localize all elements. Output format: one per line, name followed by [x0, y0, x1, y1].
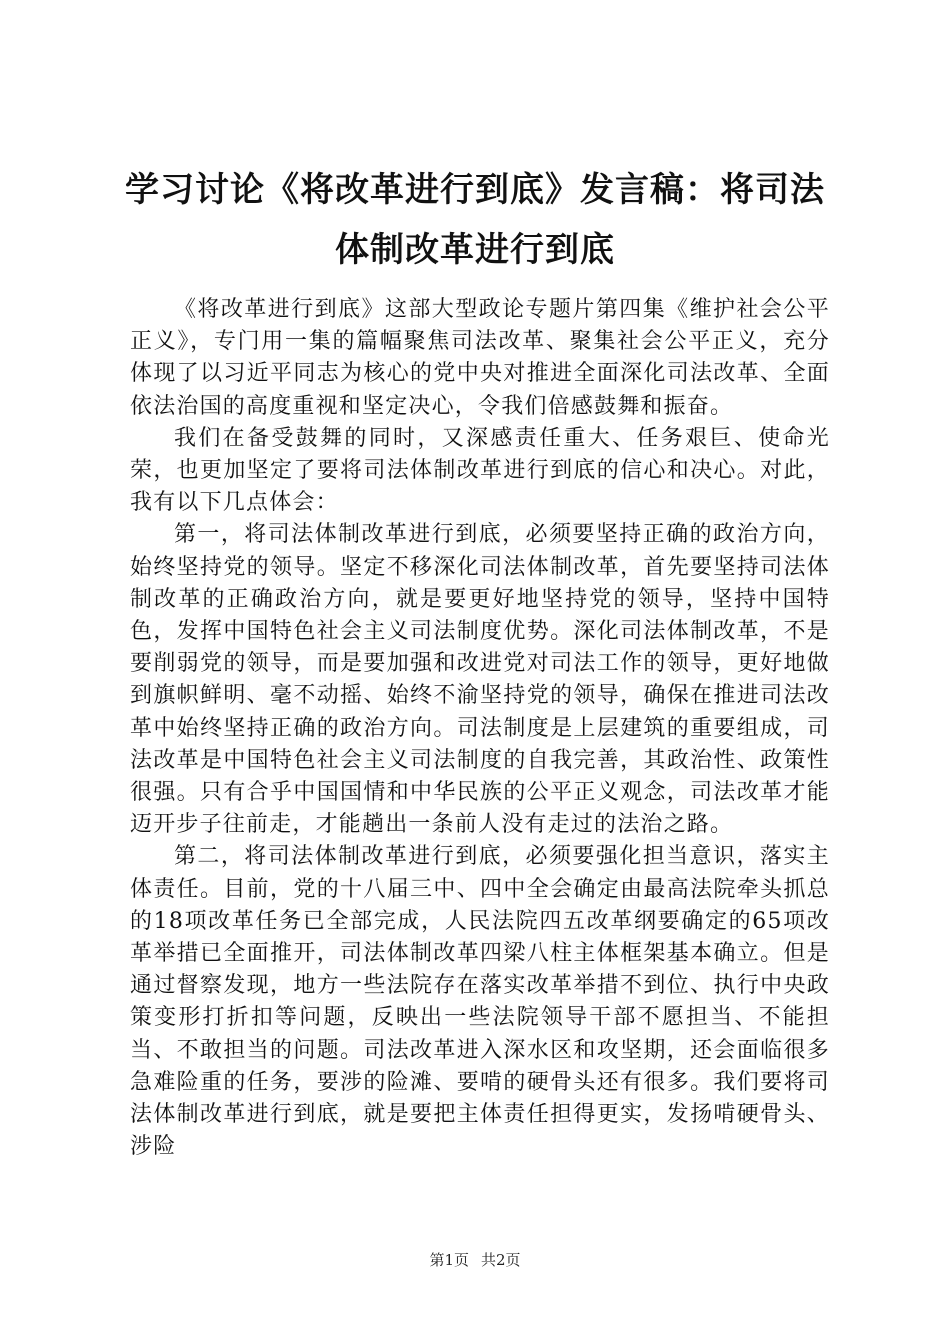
- page-number: 第1页: [429, 1251, 469, 1269]
- document-title: 学习讨论《将改革进行到底》发言稿：将司法体制改革进行到底: [125, 170, 825, 270]
- paragraph-point-one: 第一，将司法体制改革进行到底，必须要坚持正确的政治方向，始终坚持党的领导。坚定不移深化司法体制改革，首先要坚持司法体制改革的正确政治方向，就是要更好地坚持党的领导，坚持中国特色，发挥中国特色社会主义司法制度优势。深化司法体制改革，不是要削弱党的领导，而是要加强和改进党对司法工作的领导，更好地做到旗帜鲜明、毫不动摇、始终不渝坚持党的领导，确保在推进司法改革中始终坚持正确的政治方向。司法制度是上层建筑的重要组成，司法改革是中国特色社会主义司法制度的自我完善，其政治性、政策性很强。只有合乎中国国情和中华民族的公平正义观念，司法改革才能迈开步子往前走，才能趟出一条前人没有走过的法治之路。: [130, 522, 830, 838]
- page-footer: [0, 1250, 950, 1270]
- paragraph-point-two: 第二，将司法体制改革进行到底，必须要强化担当意识，落实主体责任。目前，党的十八届三中、四中全会确定由最高法院牵头抓总的18项改革任务已全部完成，人民法院四五改革纲要确定的65项改革举措已全面推开，司法体制改革四梁八柱主体框架基本确立。但是通过督察发现，地方一些法院存在落实改革举措不到位、执行中央政策变形打折扣等问题，反映出一些法院领导干部不愿担当、不能担当、不敢担当的问题。司法改革进入深水区和攻坚期，还会面临很多急难险重的任务，要涉的险滩、要啃的硬骨头还有很多。我们要将司法体制改革进行到底，就是要把主体责任担得更实，发扬啃硬骨头、涉险: [130, 844, 830, 1160]
- paragraph-reflection: 我们在备受鼓舞的同时，又深感责任重大、任务艰巨、使命光荣，也更加坚定了要将司法体制改革进行到底的信心和决心。对此，我有以下几点体会：: [130, 425, 830, 516]
- paragraph-intro: 《将改革进行到底》这部大型政论专题片第四集《维护社会公平正义》，专门用一集的篇幅聚焦司法改革、聚集社会公平正义，充分体现了以习近平同志为核心的党中央对推进全面深化司法改革、全面依法治国的高度重视和坚定决心，令我们倍感鼓舞和振奋。: [130, 297, 830, 419]
- document-body: [130, 294, 830, 1163]
- page-total: 共2页: [481, 1251, 521, 1269]
